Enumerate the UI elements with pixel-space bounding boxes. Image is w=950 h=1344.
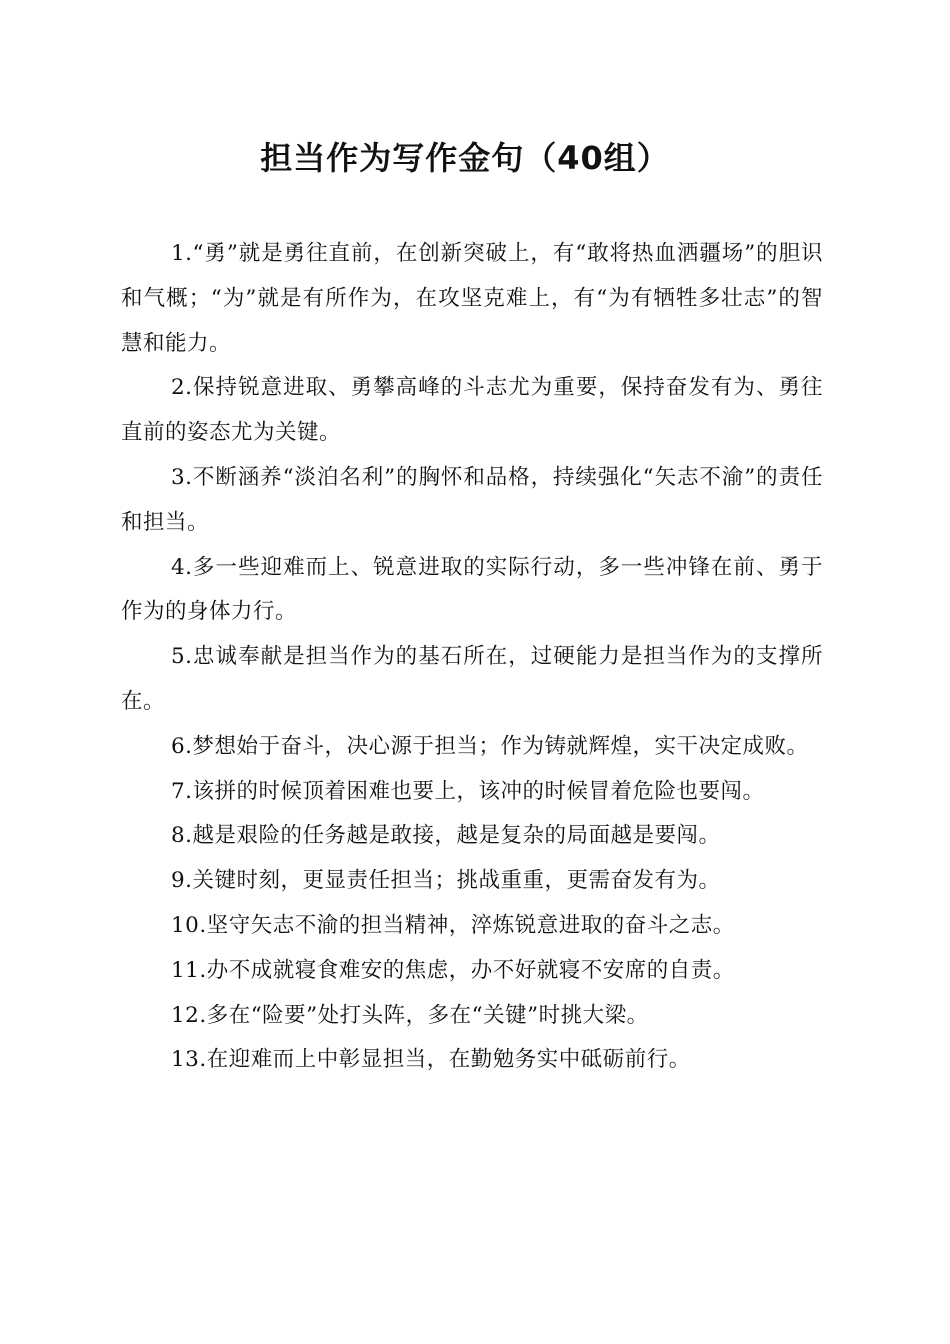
document-body [121, 232, 823, 1083]
list-item: 5.忠诚奉献是担当作为的基石所在，过硬能力是担当作为的支撑所在。 [121, 644, 823, 714]
list-item: 9.关键时刻，更显责任担当；挑战重重，更需奋发有为。 [171, 868, 721, 894]
list-item: 8.越是艰险的任务越是敢接，越是复杂的局面越是要闯。 [171, 823, 721, 849]
list-item: 3.不断涵养“淡泊名利”的胸怀和品格，持续强化“矢志不渝”的责任和担当。 [121, 464, 823, 535]
list-item: 1.“勇”就是勇往直前，在创新突破上，有“敢将热血洒疆场”的胆识和气概；“为”就是有所作为，在攻坚克难上，有“为有牺牲多壮志”的智慧和能力。 [121, 241, 823, 356]
document-title: 担当作为写作金句（40组） [260, 139, 670, 177]
list-item: 10.坚守矢志不渝的担当精神，淬炼锐意进取的奋斗之志。 [171, 912, 735, 938]
list-item: 13.在迎难而上中彰显担当，在勤勉务实中砥砺前行。 [171, 1047, 691, 1073]
list-item: 11.办不成就寝食难安的焦虑，办不好就寝不安席的自责。 [171, 957, 735, 983]
list-item: 12.多在“险要”处打头阵，多在“关键”时挑大梁。 [171, 1002, 649, 1028]
list-item: 4.多一些迎难而上、锐意进取的实际行动，多一些冲锋在前、勇于作为的身体力行。 [121, 554, 823, 625]
list-item: 7.该拼的时候顶着困难也要上，该冲的时候冒着危险也要闯。 [171, 778, 765, 804]
list-item: 6.梦想始于奋斗，决心源于担当；作为铸就辉煌，实干决定成败。 [171, 733, 809, 759]
list-item: 2.保持锐意进取、勇攀高峰的斗志尤为重要，保持奋发有为、勇往直前的姿态尤为关键。 [121, 375, 823, 446]
